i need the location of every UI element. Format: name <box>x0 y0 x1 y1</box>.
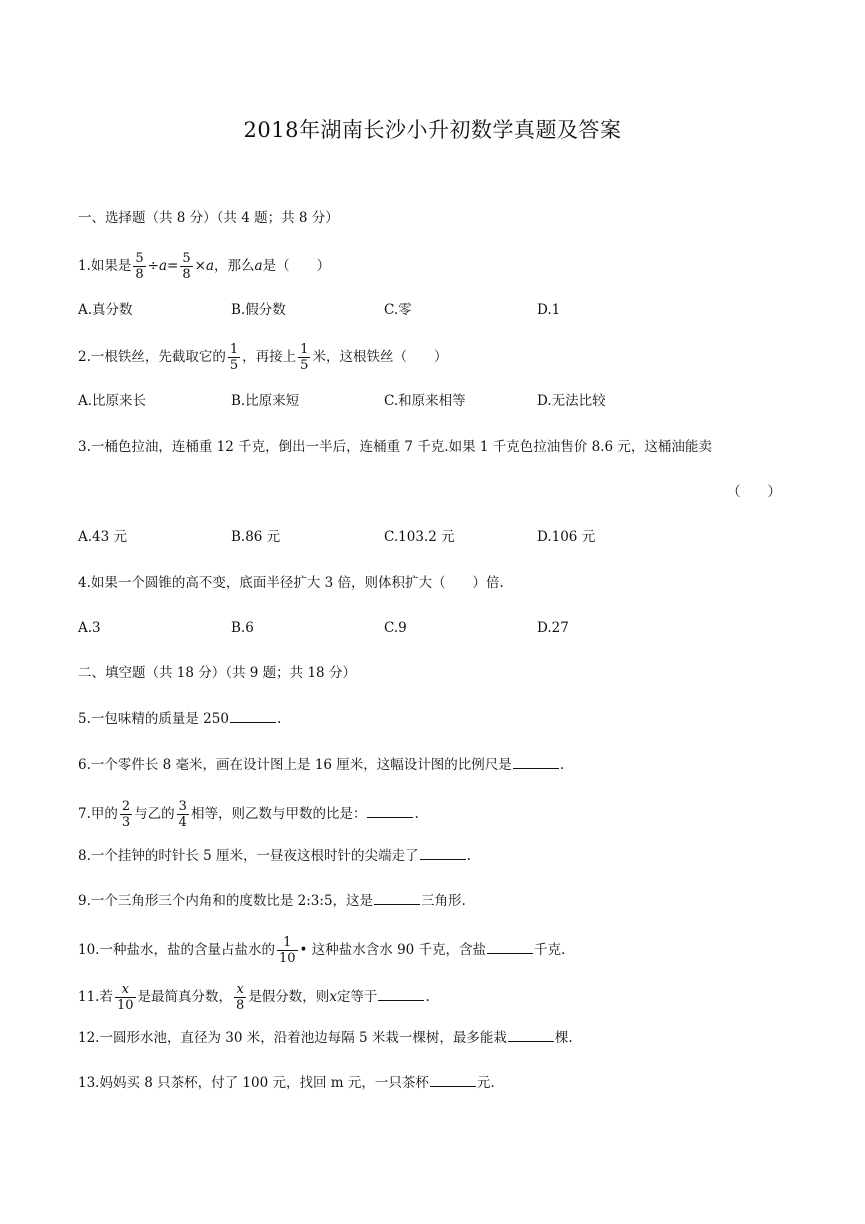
q6-prefix: 6.一个零件长 8 毫米，画在设计图上是 16 厘米，这幅设计图的比例尺是 <box>78 757 512 773</box>
question-9 <box>78 891 466 911</box>
q9-suffix: 三角形. <box>421 893 466 909</box>
q4-option-c: C.9 <box>384 620 407 636</box>
q1-option-b: B.假分数 <box>231 302 286 318</box>
q1-f1-den: 8 <box>135 267 144 282</box>
q7-suffix-1: 相等，则乙数与甲数的比是： <box>190 806 367 822</box>
question-10 <box>78 935 565 966</box>
q1-prefix: 1.如果是 <box>78 258 132 274</box>
q11-var-x: x <box>329 989 337 1005</box>
q11-f1-num: x <box>121 982 129 997</box>
q1-times: × <box>194 258 206 274</box>
q11-blank[interactable] <box>378 988 424 1001</box>
q4-option-d: D.27 <box>537 620 569 636</box>
q12-prefix: 12.一圆形水池，直径为 30 米，沿着池边每隔 5 米栽一棵树，最多能栽 <box>78 1030 507 1046</box>
q3-option-a: A.43 元 <box>78 529 128 545</box>
question-7 <box>78 799 419 830</box>
q2-fraction-2 <box>298 342 310 373</box>
q11-fraction-1 <box>115 982 136 1013</box>
q7-fraction-1 <box>120 799 132 830</box>
q11-suffix: . <box>425 989 430 1005</box>
q2-f1-num: 1 <box>229 342 239 357</box>
q11-mid-3: 定等于 <box>336 989 378 1005</box>
q7-f2-den: 4 <box>178 815 187 830</box>
q10-f-num: 1 <box>283 935 292 950</box>
section-heading-choice: 一、选择题（共 8 分）（共 4 题；共 8 分） <box>78 210 339 226</box>
q2-option-a: A.比原来长 <box>78 393 147 409</box>
q2-fraction-1 <box>228 342 240 373</box>
q3-answer-paren: （ ） <box>727 484 781 500</box>
q7-f2-num: 3 <box>178 799 187 814</box>
q6-suffix: . <box>559 757 565 773</box>
q11-fraction-2 <box>234 982 246 1013</box>
question-8 <box>78 846 471 866</box>
q5-suffix: . <box>276 711 282 727</box>
q11-prefix: 11.若 <box>78 989 113 1005</box>
q10-mid: • 这种盐水含水 90 千克，含盐 <box>299 942 487 958</box>
q2-f2-den: 5 <box>300 358 309 373</box>
q5-blank[interactable] <box>230 710 276 723</box>
q7-fraction-2 <box>177 799 189 830</box>
q1-option-c: C.零 <box>384 302 412 318</box>
q2-f1-den: 5 <box>229 358 239 373</box>
q10-blank[interactable] <box>487 941 533 954</box>
q1-fraction-1 <box>133 251 145 282</box>
q2-option-b: B.比原来短 <box>231 393 300 409</box>
q7-blank[interactable] <box>367 805 413 818</box>
q1-suffix-2: 是（ ） <box>262 258 331 274</box>
q2-prefix: 2.一根铁丝，先截取它的 <box>78 349 226 365</box>
q4-option-b: B.6 <box>231 620 254 636</box>
question-4: 4.如果一个圆锥的高不变，底面半径扩大 3 倍，则体积扩大（ ）倍. <box>78 575 504 591</box>
q1-fraction-2 <box>180 251 192 282</box>
q13-prefix: 13.妈妈买 8 只茶杯，付了 100 元，找回 m 元，一只茶杯 <box>78 1075 429 1091</box>
q1-var-a-2: a <box>205 258 215 274</box>
question-1 <box>78 251 330 282</box>
q1-option-a: A.真分数 <box>78 302 133 318</box>
q3-option-c: C.103.2 元 <box>384 529 455 545</box>
q10-suffix: 千克. <box>534 942 566 958</box>
q13-suffix: 元. <box>476 1075 495 1091</box>
q2-suffix: 米，这根铁丝（ ） <box>312 349 448 365</box>
question-11 <box>78 982 430 1013</box>
q7-mid: 与乙的 <box>134 806 175 822</box>
q1-f2-num: 5 <box>182 251 191 266</box>
q7-suffix-2: . <box>414 806 419 822</box>
q7-f1-num: 2 <box>121 799 131 814</box>
q6-blank[interactable] <box>513 756 559 769</box>
q12-suffix: 棵. <box>554 1030 573 1046</box>
q1-f2-den: 8 <box>182 267 191 282</box>
q1-suffix-1: ，那么 <box>214 258 255 274</box>
q11-mid-2: 是假分数，则 <box>248 989 330 1005</box>
q11-mid-1: 是最简真分数， <box>137 989 233 1005</box>
q2-mid: ，再接上 <box>242 349 297 365</box>
q1-f1-num: 5 <box>135 251 144 266</box>
q1-var-a-3: a <box>254 258 263 274</box>
q3-option-d: D.106 元 <box>537 529 596 545</box>
q8-prefix: 8.一个挂钟的时针长 5 厘米，一昼夜这根时针的尖端走了 <box>78 848 419 864</box>
q11-f2-num: x <box>236 982 244 997</box>
q7-prefix: 7.甲的 <box>78 806 118 822</box>
q10-f-den: 10 <box>278 951 296 966</box>
q10-fraction <box>277 935 298 966</box>
q10-prefix: 10.一种盐水，盐的含量占盐水的 <box>78 942 275 958</box>
question-6 <box>78 755 564 775</box>
question-3: 3.一桶色拉油，连桶重 12 千克，倒出一半后，连桶重 7 千克.如果 1 千克色拉油售价 8.6 元，这桶油能卖 <box>78 439 712 455</box>
q2-option-c: C.和原来相等 <box>384 393 466 409</box>
question-2 <box>78 342 447 373</box>
q9-blank[interactable] <box>374 892 420 905</box>
question-5 <box>78 709 281 729</box>
q13-blank[interactable] <box>430 1074 476 1087</box>
q8-blank[interactable] <box>420 847 466 860</box>
question-13 <box>78 1073 495 1093</box>
q7-f1-den: 3 <box>121 815 131 830</box>
q11-f1-den: 10 <box>116 998 134 1013</box>
q8-suffix: . <box>466 848 471 864</box>
q2-f2-num: 1 <box>300 342 309 357</box>
document-title: 2018年湖南长沙小升初数学真题及答案 <box>243 118 622 142</box>
q1-equals: = <box>167 258 179 274</box>
q12-blank[interactable] <box>508 1029 554 1042</box>
q3-option-b: B.86 元 <box>231 529 281 545</box>
q4-option-a: A.3 <box>78 620 101 636</box>
q9-prefix: 9.一个三角形三个内角和的度数比是 2:3:5，这是 <box>78 893 374 909</box>
q2-option-d: D.无法比较 <box>537 393 606 409</box>
question-12 <box>78 1028 573 1048</box>
q1-option-d: D.1 <box>537 302 561 318</box>
section-heading-fill: 二、填空题（共 18 分）（共 9 题；共 18 分） <box>78 665 356 681</box>
q11-f2-den: 8 <box>236 998 245 1013</box>
q5-prefix: 5.一包味精的质量是 250 <box>78 711 229 727</box>
q1-var-a: a <box>158 258 168 274</box>
q1-divide: ÷ <box>147 258 159 274</box>
